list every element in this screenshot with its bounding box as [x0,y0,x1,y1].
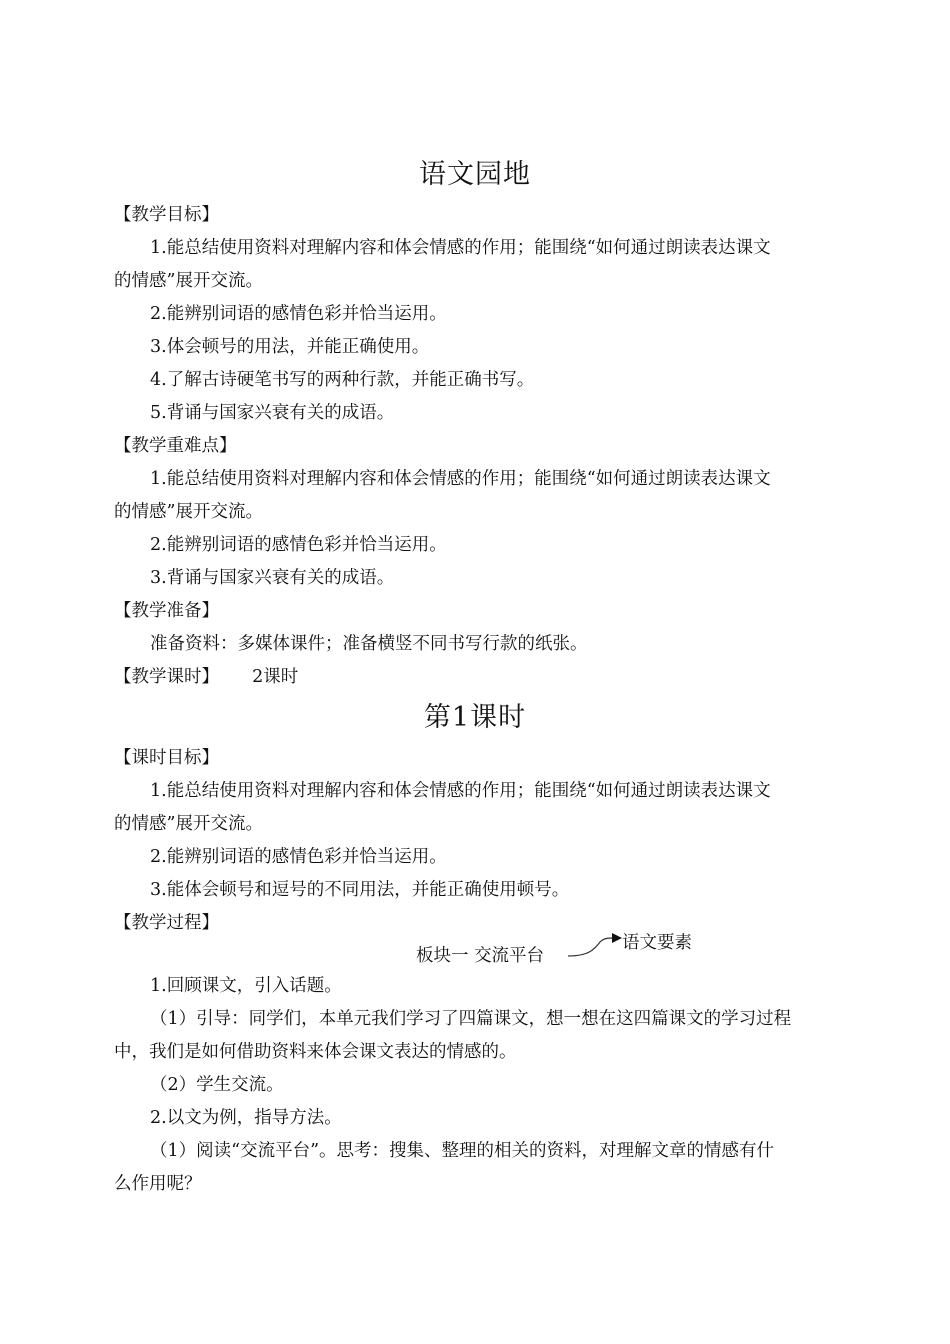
hours-heading: 【教学课时】 [114,667,219,687]
objective-line: 4.了解古诗硬笔书写的两种行款，并能正确书写。 [150,370,535,390]
objective-line: 2.能辨别词语的感情色彩并恰当运用。 [150,304,447,324]
prep-heading: 【教学准备】 [114,601,219,621]
page-title: 语文园地 [419,159,531,190]
objective-line: 5.背诵与国家兴衰有关的成语。 [150,403,395,423]
keypoint-line: 1.能总结使用资料对理解内容和体会情感的作用；能围绕“如何通过朗读表达课文 [150,469,771,489]
process-line: 中，我们是如何借助资料来体会课文表达的情感的。 [114,1042,517,1062]
hours-value: 2课时 [252,667,299,687]
process-line: 1.回顾课文，引入话题。 [150,976,342,996]
process-line: （1）引导：同学们，本单元我们学习了四篇课文，想一想在这四篇课文的学习过程 [150,1009,792,1029]
lesson-title: 第1课时 [423,702,527,733]
lesson-objective-line: 1.能总结使用资料对理解内容和体会情感的作用；能围绕“如何通过朗读表达课文 [150,781,771,801]
process-line: 么作用呢？ [114,1174,202,1194]
block-label: 板块一 交流平台 [416,946,545,966]
process-line: 2.以文为例，指导方法。 [150,1108,342,1128]
keypoints-heading: 【教学重难点】 [114,436,237,456]
lesson-objective-line: 2.能辨别词语的感情色彩并恰当运用。 [150,847,447,867]
objective-line: 的情感”展开交流。 [114,271,263,291]
lesson-objectives-heading: 【课时目标】 [114,748,219,768]
block-tag: 语文要素 [622,933,692,953]
keypoint-line: 2.能辨别词语的感情色彩并恰当运用。 [150,535,447,555]
lesson-objective-line: 3.能体会顿号和逗号的不同用法，并能正确使用顿号。 [150,880,570,900]
objectives-heading: 【教学目标】 [114,205,219,225]
process-line: （1）阅读“交流平台”。思考：搜集、整理的相关的资料，对理解文章的情感有什 [150,1141,775,1161]
arrow-icon [560,928,626,960]
objective-line: 3.体会顿号的用法，并能正确使用。 [150,337,430,357]
process-line: （2）学生交流。 [150,1075,284,1095]
keypoint-line: 的情感”展开交流。 [114,502,263,522]
hours-row [114,665,854,689]
objective-line: 1.能总结使用资料对理解内容和体会情感的作用；能围绕“如何通过朗读表达课文 [150,238,771,258]
lesson-objective-line: 的情感”展开交流。 [114,814,263,834]
process-heading: 【教学过程】 [114,913,219,933]
keypoint-line: 3.背诵与国家兴衰有关的成语。 [150,568,395,588]
prep-text: 准备资料：多媒体课件；准备横竖不同书写行款的纸张。 [150,634,588,654]
